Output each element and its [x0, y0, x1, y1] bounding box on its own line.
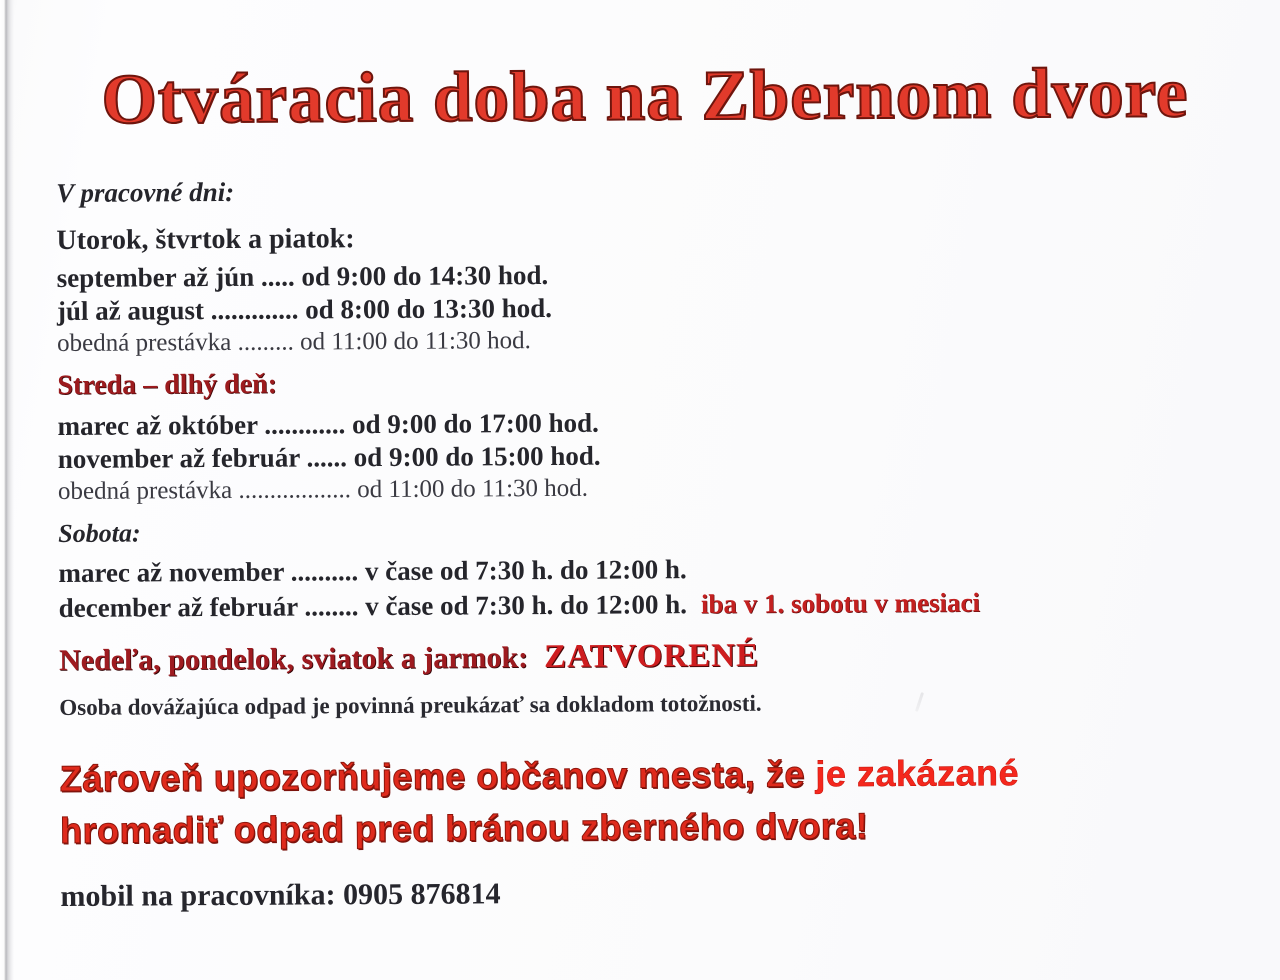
- warning-line-1-highlight: je zakázané: [815, 752, 1020, 795]
- saturday-row-december-februar-text: december až február ........ v čase od 7:30 h. do 12:00 h.: [58, 589, 687, 623]
- section-wednesday: [57, 362, 1280, 508]
- warning-line-1-start: Zároveň upozorňujeme občanov mesta, že: [59, 753, 816, 799]
- workdays-row-lunch-break: obedná prestávka ......... od 11:00 do 11:30 hod.: [57, 327, 531, 357]
- page-title: Otváracia doba na Zbernom dvore: [101, 54, 1189, 139]
- closed-days-label: Nedeľa, pondelok, sviatok a jarmok:: [58, 641, 529, 677]
- wednesday-row-marec-oktober: marec až október ............ od 9:00 do 17:00 hod.: [57, 407, 599, 441]
- closed-status: ZATVORENÉ: [544, 637, 760, 676]
- saturday-row-december-februar: [59, 583, 1280, 626]
- wednesday-row-november-februar: november až február ...... od 9:00 do 15:00 hod.: [57, 440, 601, 474]
- notice-content: [55, 0, 1280, 917]
- warning-block: [60, 745, 1280, 857]
- workdays-days: Utorok, štvrtok a piatok:: [56, 223, 355, 256]
- closed-days-line: [59, 632, 1280, 681]
- workdays-row-september-jun: september až jún ..... od 9:00 do 14:30 hod.: [56, 259, 549, 293]
- section-workdays: [56, 170, 1280, 360]
- warning-line-1: [60, 745, 1280, 805]
- warning-line-2: hromadiť odpad pred bránou zberného dvora!: [59, 805, 869, 851]
- workdays-heading: V pracovné dni:: [56, 176, 235, 208]
- workdays-row-jul-august: júl až august ............. od 8:00 do 13:30 hod.: [56, 292, 553, 326]
- wednesday-heading: Streda – dlhý deň:: [57, 368, 278, 401]
- section-saturday: [58, 510, 1280, 626]
- wednesday-row-lunch-break: obedná prestávka .................. od 11:00 do 11:30 hod.: [57, 474, 589, 505]
- saturday-heading: Sobota:: [58, 518, 141, 548]
- worker-phone-line: mobil na pracovníka: 0905 876814: [60, 877, 501, 913]
- saturday-row-marec-november: marec až november .......... v čase od 7:30 h. do 12:00 h.: [58, 554, 687, 588]
- saturday-first-saturday-note: iba v 1. sobotu v mesiaci: [700, 587, 981, 620]
- id-requirement-notice: Osoba dovážajúca odpad je povinná preukázať sa dokladom totožnosti.: [59, 690, 762, 720]
- scanner-edge-artifact: [0, 0, 14, 980]
